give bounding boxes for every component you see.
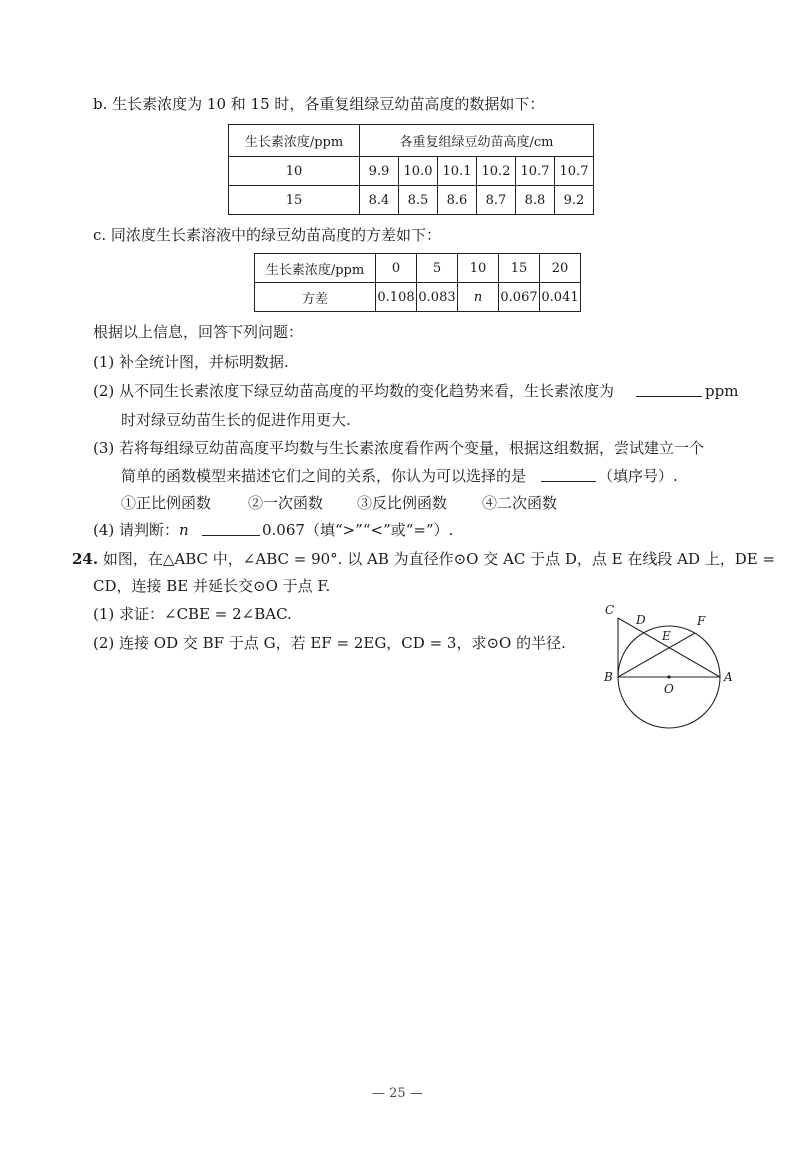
problem-24-stem-2: CD，连接 BE 并延长交⊙O 于点 F. (93, 577, 331, 595)
table-cell: 9.2 (555, 186, 594, 215)
table-cell: 10.0 (399, 157, 438, 186)
label-e: E (662, 629, 671, 643)
variable-n: n (179, 521, 189, 539)
label-c: C (605, 603, 615, 617)
table-row (229, 186, 594, 215)
center-point-o (667, 675, 670, 678)
segment-bf (618, 633, 695, 677)
table-cell: 10.1 (438, 157, 477, 186)
table-row (229, 157, 594, 186)
table-cell: 8.4 (360, 186, 399, 215)
table-header-heights: 各重复组绿豆幼苗高度/cm (360, 125, 594, 157)
section-c-intro: c. 同浓度生长素溶液中的绿豆幼苗高度的方差如下： (93, 226, 441, 244)
problem-24-stem-1 (72, 549, 775, 569)
option-3: ③反比例函数 (357, 494, 448, 512)
height-data-table (228, 124, 594, 215)
label-b: B (604, 670, 613, 684)
table-header-concentration: 生长素浓度/ppm (229, 125, 360, 157)
table-cell: n (458, 283, 499, 312)
table-cell: 20 (540, 254, 581, 283)
table-cell: 10.7 (555, 157, 594, 186)
table-cell: 9.9 (360, 157, 399, 186)
problem-number: 24. (72, 550, 99, 568)
table-header-concentration: 生长素浓度/ppm (255, 254, 376, 283)
question-4-hint: 0.067（填“>”“<”或“=”）. (262, 521, 454, 539)
question-1: (1) 补全统计图，并标明数据. (93, 353, 289, 371)
option-2: ②一次函数 (248, 494, 324, 512)
table-cell: 0.083 (417, 283, 458, 312)
table-cell: 8.5 (399, 186, 438, 215)
question-2-line1 (93, 381, 614, 401)
table-cell: 8.6 (438, 186, 477, 215)
answer-blank-q3[interactable] (541, 467, 596, 482)
answer-blank-q4[interactable] (202, 521, 260, 536)
questions-lead: 根据以上信息，回答下列问题： (93, 323, 304, 341)
question-3-line1: (3) 若将每组绿豆幼苗高度平均数与生长素浓度看作两个变量，根据这组数据，尝试建立一个 (93, 439, 705, 457)
table-cell: 0 (376, 254, 417, 283)
question-4 (93, 520, 189, 540)
question-3-line2: 简单的函数模型来描述它们之间的关系，你认为可以选择的是 (121, 467, 527, 485)
table-cell: 5 (417, 254, 458, 283)
problem-24-part-2: (2) 连接 OD 交 BF 于点 G，若 EF = 2EG，CD = 3，求⊙O 的半径. (93, 634, 566, 652)
question-4-text: (4) 请判断： (93, 521, 180, 539)
variance-table (254, 253, 581, 312)
geometry-figure (596, 600, 746, 740)
table-row-label: 方差 (255, 283, 376, 312)
label-d: D (636, 613, 646, 627)
question-2-unit: ppm (705, 382, 739, 400)
option-1: ①正比例函数 (121, 494, 212, 512)
problem-24-text: 如图，在△ABC 中，∠ABC = 90°. 以 AB 为直径作⊙O 交 AC 于点 D，点 E 在线段 AD 上，DE = (102, 550, 776, 568)
table-cell: 15 (499, 254, 540, 283)
table-cell: 10 (229, 157, 360, 186)
table-cell: 8.7 (477, 186, 516, 215)
table-cell: 8.8 (516, 186, 555, 215)
question-2-text: (2) 从不同生长素浓度下绿豆幼苗高度的平均数的变化趋势来看，生长素浓度为 (93, 382, 615, 400)
table-cell: 10.7 (516, 157, 555, 186)
question-2-line2: 时对绿豆幼苗生长的促进作用更大. (121, 411, 351, 429)
page-number: — 25 — (372, 1086, 423, 1101)
table-cell: 0.108 (376, 283, 417, 312)
table-row (255, 254, 581, 283)
label-o: O (664, 682, 674, 696)
table-cell: 15 (229, 186, 360, 215)
label-f: F (697, 614, 706, 628)
table-cell: 10.2 (477, 157, 516, 186)
question-3-hint: （填序号）. (598, 467, 678, 485)
problem-24-part-1: (1) 求证：∠CBE = 2∠BAC. (93, 605, 292, 623)
table-cell: 10 (458, 254, 499, 283)
table-row (255, 283, 581, 312)
label-a: A (724, 670, 733, 684)
section-b-intro: b. 生长素浓度为 10 和 15 时，各重复组绿豆幼苗高度的数据如下： (93, 95, 545, 113)
answer-blank-q2[interactable] (636, 382, 702, 397)
option-4: ④二次函数 (482, 494, 558, 512)
table-cell: 0.041 (540, 283, 581, 312)
table-cell: 0.067 (499, 283, 540, 312)
